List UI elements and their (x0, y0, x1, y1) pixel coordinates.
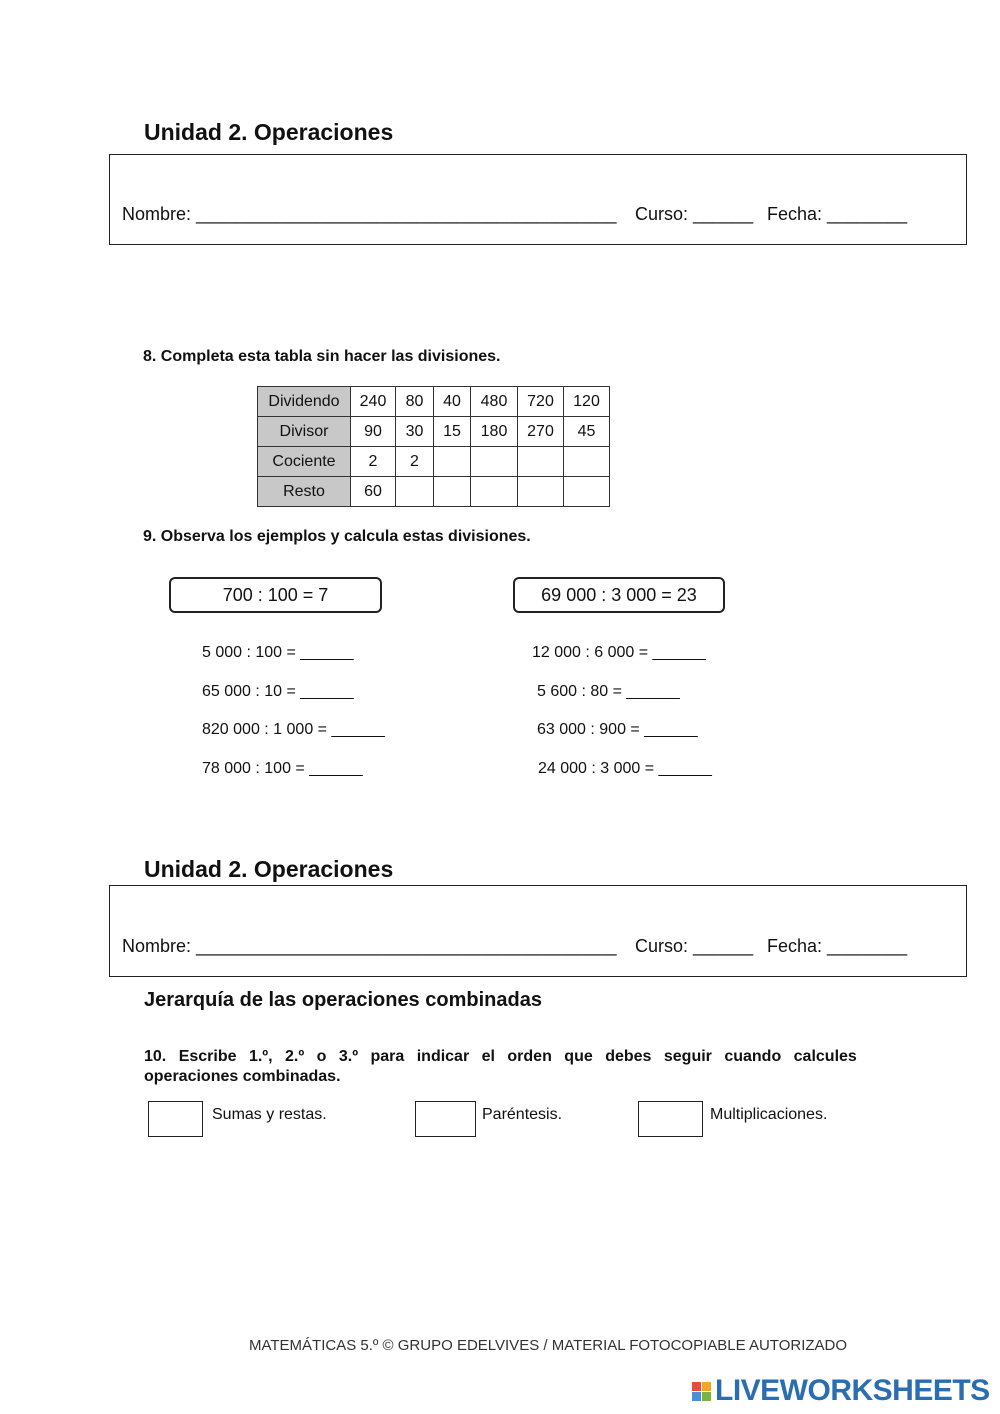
question-10-line-2: operaciones combinadas. (144, 1068, 341, 1085)
table-row (258, 417, 610, 447)
logo-icon (692, 1382, 711, 1401)
table-cell: 45 (564, 417, 610, 447)
fecha-field-2[interactable]: Fecha: ________ (767, 936, 908, 956)
division-table (257, 386, 610, 507)
table-cell: 120 (564, 387, 610, 417)
logo-text: LIVEWORKSHEETS (715, 1374, 990, 1407)
table-cell: 30 (396, 417, 434, 447)
table-cell: 2 (351, 447, 396, 477)
order-box-sumas[interactable] (148, 1101, 203, 1137)
exercise-right-2[interactable]: 5 600 : 80 = ______ (537, 683, 680, 700)
option-multiplicaciones: Multiplicaciones. (710, 1106, 828, 1123)
table-cell[interactable] (434, 477, 471, 507)
table-cell: 90 (351, 417, 396, 447)
exercise-left-1[interactable]: 5 000 : 100 = ______ (202, 644, 354, 661)
table-cell[interactable] (434, 447, 471, 477)
order-box-multiplicaciones[interactable] (638, 1101, 703, 1137)
logo-square (692, 1382, 701, 1391)
table-cell: 240 (351, 387, 396, 417)
option-parentesis: Paréntesis. (482, 1106, 563, 1123)
question-10-word: 2.º (285, 1048, 305, 1065)
exercise-right-3[interactable]: 63 000 : 900 = ______ (537, 721, 698, 738)
question-10-word: calcules (793, 1048, 857, 1065)
exercise-left-4[interactable]: 78 000 : 100 = ______ (202, 760, 363, 777)
unit-title-1: Unidad 2. Operaciones (144, 119, 394, 145)
table-cell: 2 (396, 447, 434, 477)
question-10-word: o (316, 1048, 327, 1065)
logo-square (692, 1392, 701, 1401)
table-cell: 40 (434, 387, 471, 417)
curso-field-1[interactable]: Curso: ______ (635, 204, 754, 224)
exercise-right-4[interactable]: 24 000 : 3 000 = ______ (538, 760, 712, 777)
table-cell[interactable] (396, 477, 434, 507)
question-10-line-1 (144, 1048, 857, 1066)
table-cell[interactable] (518, 477, 564, 507)
liveworksheets-logo[interactable] (692, 1374, 990, 1408)
question-10-word: 3.º (338, 1048, 359, 1065)
section-title: Jerarquía de las operaciones combinadas (144, 989, 542, 1011)
question-10-word: 10. (144, 1048, 167, 1065)
row-label: Divisor (258, 417, 351, 447)
logo-square (702, 1392, 711, 1401)
table-cell: 80 (396, 387, 434, 417)
nombre-field-2[interactable]: Nombre: __________________________________________ (122, 936, 617, 956)
nombre-field-1[interactable]: Nombre: __________________________________________ (122, 204, 617, 224)
table-cell[interactable] (518, 447, 564, 477)
exercise-left-3[interactable]: 820 000 : 1 000 = ______ (202, 721, 385, 738)
unit-title-2: Unidad 2. Operaciones (144, 856, 394, 882)
student-info-box-2 (109, 885, 967, 977)
order-box-parentesis[interactable] (415, 1101, 476, 1137)
table-cell[interactable] (471, 477, 518, 507)
table-row (258, 387, 610, 417)
question-10-word: el (481, 1048, 495, 1065)
fecha-field-1[interactable]: Fecha: ________ (767, 204, 908, 224)
example-left: 700 : 100 = 7 (169, 577, 382, 613)
question-9-title: 9. Observa los ejemplos y calcula estas divisiones. (143, 528, 531, 545)
exercise-left-2[interactable]: 65 000 : 10 = ______ (202, 683, 354, 700)
student-info-box-1 (109, 154, 967, 245)
table-cell: 180 (471, 417, 518, 447)
table-cell: 60 (351, 477, 396, 507)
table-cell[interactable] (471, 447, 518, 477)
question-10-word: cuando (724, 1048, 782, 1065)
table-row (258, 447, 610, 477)
question-10-word: orden (507, 1048, 552, 1065)
row-label: Dividendo (258, 387, 351, 417)
example-right: 69 000 : 3 000 = 23 (513, 577, 725, 613)
table-cell: 270 (518, 417, 564, 447)
question-10-word: Escribe (178, 1048, 237, 1065)
question-8-title: 8. Completa esta tabla sin hacer las divisiones. (143, 348, 501, 365)
question-10-word: para (370, 1048, 405, 1065)
exercise-right-1[interactable]: 12 000 : 6 000 = ______ (532, 644, 706, 661)
question-10-word: indicar (416, 1048, 470, 1065)
row-label: Resto (258, 477, 351, 507)
footer-copyright: MATEMÁTICAS 5.º © GRUPO EDELVIVES / MATERIAL FOTOCOPIABLE AUTORIZADO (249, 1337, 848, 1354)
question-10-word: seguir (663, 1048, 712, 1065)
table-cell: 15 (434, 417, 471, 447)
row-label: Cociente (258, 447, 351, 477)
question-10-word: debes (605, 1048, 652, 1065)
table-cell: 480 (471, 387, 518, 417)
question-10-word: que (564, 1048, 593, 1065)
table-row (258, 477, 610, 507)
curso-field-2[interactable]: Curso: ______ (635, 936, 754, 956)
logo-square (702, 1382, 711, 1391)
question-10-word: 1.º, (248, 1048, 273, 1065)
option-sumas-restas: Sumas y restas. (212, 1106, 327, 1123)
table-cell[interactable] (564, 447, 610, 477)
table-cell[interactable] (564, 477, 610, 507)
table-cell: 720 (518, 387, 564, 417)
